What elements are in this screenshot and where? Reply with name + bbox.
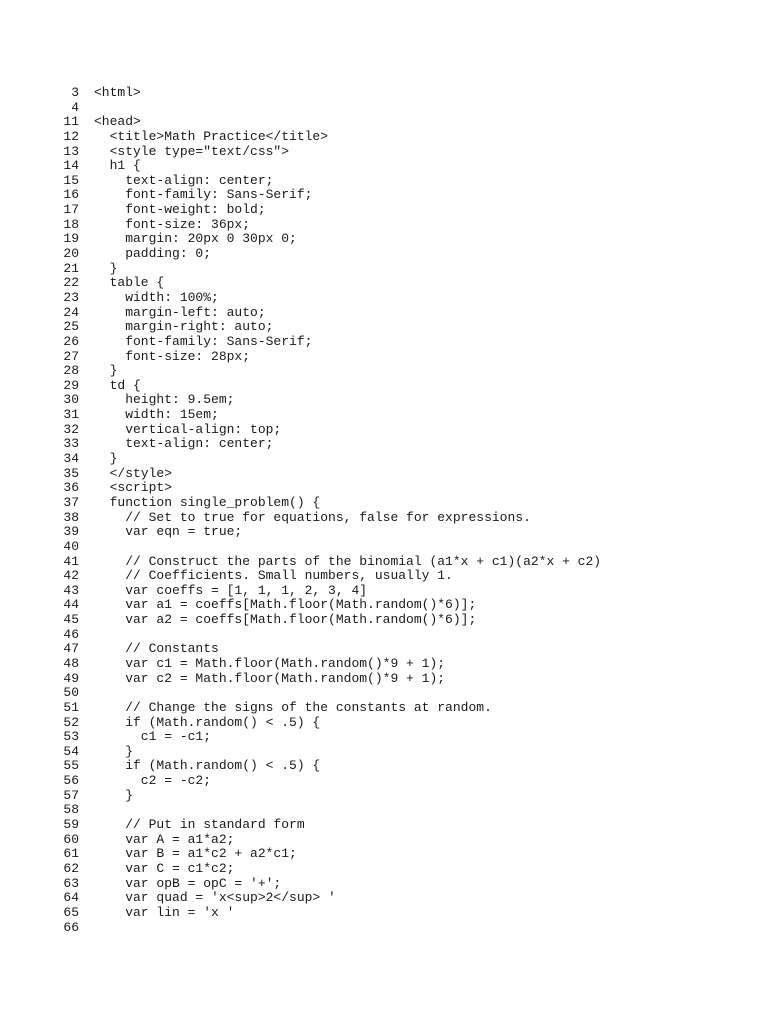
line-number: 37 xyxy=(63,494,79,510)
line-number: 15 xyxy=(63,172,79,188)
code-text: } xyxy=(94,451,118,467)
code-text: var C = c1*c2; xyxy=(94,860,235,876)
code-text: font-size: 36px; xyxy=(94,216,251,232)
line-number: 40 xyxy=(63,538,79,554)
code-line xyxy=(0,350,768,365)
line-number: 58 xyxy=(63,802,79,818)
code-text: </style> xyxy=(94,465,173,481)
code-text xyxy=(94,803,768,818)
code-line xyxy=(0,511,768,526)
line-number: 14 xyxy=(63,158,79,174)
code-text: var c1 = Math.floor(Math.random()*9 + 1); xyxy=(94,655,446,671)
code-line xyxy=(0,496,768,511)
code-text: font-family: Sans-Serif; xyxy=(94,333,313,349)
code-text: // Constants xyxy=(94,641,219,657)
code-text: var B = a1*c2 + a2*c1; xyxy=(94,846,297,862)
code-text: <style type="text/css"> xyxy=(94,143,290,159)
line-number: 16 xyxy=(63,187,79,203)
code-text: if (Math.random() < .5) { xyxy=(94,714,321,730)
code-line xyxy=(0,86,768,101)
line-number: 27 xyxy=(63,348,79,364)
code-line xyxy=(0,306,768,321)
code-line xyxy=(0,540,768,555)
line-number: 29 xyxy=(63,377,79,393)
code-line xyxy=(0,569,768,584)
line-number: 54 xyxy=(63,743,79,759)
line-number: 43 xyxy=(63,582,79,598)
line-number: 3 xyxy=(71,85,79,100)
code-text: var A = a1*a2; xyxy=(94,831,235,847)
line-number: 38 xyxy=(63,509,79,525)
line-number: 64 xyxy=(63,890,79,906)
code-text: // Set to true for equations, false for expressions. xyxy=(94,509,531,525)
code-line xyxy=(0,335,768,350)
code-line xyxy=(0,423,768,438)
line-number: 42 xyxy=(63,568,79,584)
line-number: 17 xyxy=(63,202,79,218)
line-number: 23 xyxy=(63,289,79,305)
line-number: 24 xyxy=(63,304,79,320)
code-line xyxy=(0,921,768,936)
code-text xyxy=(94,686,768,701)
code-line xyxy=(0,847,768,862)
code-text: var quad = 'x<sup>2</sup> ' xyxy=(94,890,336,906)
code-text: height: 9.5em; xyxy=(94,392,235,408)
code-line xyxy=(0,803,768,818)
code-text: var a1 = coeffs[Math.floor(Math.random()*6)]; xyxy=(94,597,477,613)
code-line xyxy=(0,101,768,116)
code-text: <html> xyxy=(94,85,141,100)
code-line xyxy=(0,145,768,160)
code-line xyxy=(0,174,768,189)
code-text: margin: 20px 0 30px 0; xyxy=(94,231,297,247)
code-text: font-size: 28px; xyxy=(94,348,251,364)
code-text: margin-left: auto; xyxy=(94,304,266,320)
code-line xyxy=(0,906,768,921)
code-line xyxy=(0,203,768,218)
line-number: 13 xyxy=(63,143,79,159)
line-number: 31 xyxy=(63,407,79,423)
line-number: 21 xyxy=(63,260,79,276)
line-number: 32 xyxy=(63,421,79,437)
line-number: 33 xyxy=(63,436,79,452)
line-number: 63 xyxy=(63,875,79,891)
code-line xyxy=(0,408,768,423)
code-text: c1 = -c1; xyxy=(94,729,212,745)
code-line xyxy=(0,262,768,277)
code-text: } xyxy=(94,363,118,379)
code-line xyxy=(0,642,768,657)
code-line xyxy=(0,628,768,643)
code-line xyxy=(0,393,768,408)
line-number: 62 xyxy=(63,860,79,876)
line-number: 57 xyxy=(63,787,79,803)
code-listing xyxy=(0,86,768,935)
code-line xyxy=(0,759,768,774)
code-line xyxy=(0,862,768,877)
code-line xyxy=(0,891,768,906)
code-text xyxy=(94,540,768,555)
line-number: 18 xyxy=(63,216,79,232)
code-line xyxy=(0,452,768,467)
code-line xyxy=(0,818,768,833)
code-text: // Coefficients. Small numbers, usually 1. xyxy=(94,568,453,584)
code-line xyxy=(0,320,768,335)
line-number: 53 xyxy=(63,729,79,745)
code-text: padding: 0; xyxy=(94,246,212,262)
code-text: width: 15em; xyxy=(94,407,219,423)
code-line xyxy=(0,745,768,760)
code-text: c2 = -c2; xyxy=(94,773,212,789)
line-number: 55 xyxy=(63,758,79,774)
code-line xyxy=(0,467,768,482)
code-line xyxy=(0,232,768,247)
line-number: 48 xyxy=(63,655,79,671)
code-line xyxy=(0,130,768,145)
code-text: <script> xyxy=(94,480,173,496)
code-line xyxy=(0,657,768,672)
line-number: 25 xyxy=(63,319,79,335)
code-text xyxy=(94,628,768,643)
code-text: width: 100%; xyxy=(94,289,219,305)
code-text: var coeffs = [1, 1, 1, 2, 3, 4] xyxy=(94,582,368,598)
code-line xyxy=(0,716,768,731)
line-number: 44 xyxy=(63,597,79,613)
code-line xyxy=(0,291,768,306)
code-line xyxy=(0,598,768,613)
line-number: 36 xyxy=(63,480,79,496)
code-text: // Construct the parts of the binomial (a1*x + c1)(a2*x + c2) xyxy=(94,553,602,569)
line-number: 19 xyxy=(63,231,79,247)
code-text: text-align: center; xyxy=(94,436,274,452)
code-text: function single_problem() { xyxy=(94,494,321,510)
line-number: 65 xyxy=(63,904,79,920)
line-number: 56 xyxy=(63,773,79,789)
code-text: <title>Math Practice</title> xyxy=(94,128,329,144)
code-text: } xyxy=(94,260,118,276)
code-line xyxy=(0,437,768,452)
code-line xyxy=(0,613,768,628)
code-text: var lin = 'x ' xyxy=(94,904,235,920)
code-text: var opB = opC = '+'; xyxy=(94,875,282,891)
line-number: 59 xyxy=(63,817,79,833)
code-text: // Put in standard form xyxy=(94,817,305,833)
line-number: 51 xyxy=(63,699,79,715)
code-line xyxy=(0,159,768,174)
line-number: 28 xyxy=(63,363,79,379)
code-line xyxy=(0,364,768,379)
code-text: font-family: Sans-Serif; xyxy=(94,187,313,203)
line-number: 46 xyxy=(63,626,79,642)
line-number: 41 xyxy=(63,553,79,569)
line-number: 52 xyxy=(63,714,79,730)
code-line xyxy=(0,877,768,892)
line-number: 34 xyxy=(63,451,79,467)
code-text: <head> xyxy=(94,114,141,130)
code-line xyxy=(0,247,768,262)
code-text: if (Math.random() < .5) { xyxy=(94,758,321,774)
code-text: table { xyxy=(94,275,165,291)
code-text: var eqn = true; xyxy=(94,524,243,540)
code-text: text-align: center; xyxy=(94,172,274,188)
line-number: 39 xyxy=(63,524,79,540)
code-text xyxy=(94,921,768,936)
code-line xyxy=(0,701,768,716)
code-line xyxy=(0,686,768,701)
code-line xyxy=(0,218,768,233)
line-number: 20 xyxy=(63,246,79,262)
code-text: h1 { xyxy=(94,158,141,174)
line-number: 49 xyxy=(63,670,79,686)
code-line xyxy=(0,276,768,291)
line-number: 60 xyxy=(63,831,79,847)
line-number: 35 xyxy=(63,465,79,481)
line-number: 47 xyxy=(63,641,79,657)
code-text: margin-right: auto; xyxy=(94,319,274,335)
line-number: 30 xyxy=(63,392,79,408)
line-number: 26 xyxy=(63,333,79,349)
line-number: 61 xyxy=(63,846,79,862)
code-line xyxy=(0,481,768,496)
code-line xyxy=(0,115,768,130)
code-text: td { xyxy=(94,377,141,393)
code-text xyxy=(94,101,768,116)
line-number: 4 xyxy=(71,99,79,115)
code-line xyxy=(0,789,768,804)
code-line xyxy=(0,555,768,570)
line-number: 45 xyxy=(63,612,79,628)
code-text: font-weight: bold; xyxy=(94,202,266,218)
code-line xyxy=(0,584,768,599)
code-text: } xyxy=(94,743,134,759)
code-text: var a2 = coeffs[Math.floor(Math.random()*6)]; xyxy=(94,612,477,628)
code-line xyxy=(0,188,768,203)
code-text: var c2 = Math.floor(Math.random()*9 + 1); xyxy=(94,670,446,686)
line-number: 22 xyxy=(63,275,79,291)
code-line xyxy=(0,379,768,394)
code-line xyxy=(0,833,768,848)
code-text: // Change the signs of the constants at random. xyxy=(94,699,492,715)
line-number: 50 xyxy=(63,685,79,701)
code-text: vertical-align: top; xyxy=(94,421,282,437)
line-number: 66 xyxy=(63,919,79,935)
line-number: 11 xyxy=(63,114,79,130)
code-line xyxy=(0,525,768,540)
code-line xyxy=(0,730,768,745)
code-line xyxy=(0,774,768,789)
line-number: 12 xyxy=(63,128,79,144)
code-line xyxy=(0,672,768,687)
code-text: } xyxy=(94,787,134,803)
